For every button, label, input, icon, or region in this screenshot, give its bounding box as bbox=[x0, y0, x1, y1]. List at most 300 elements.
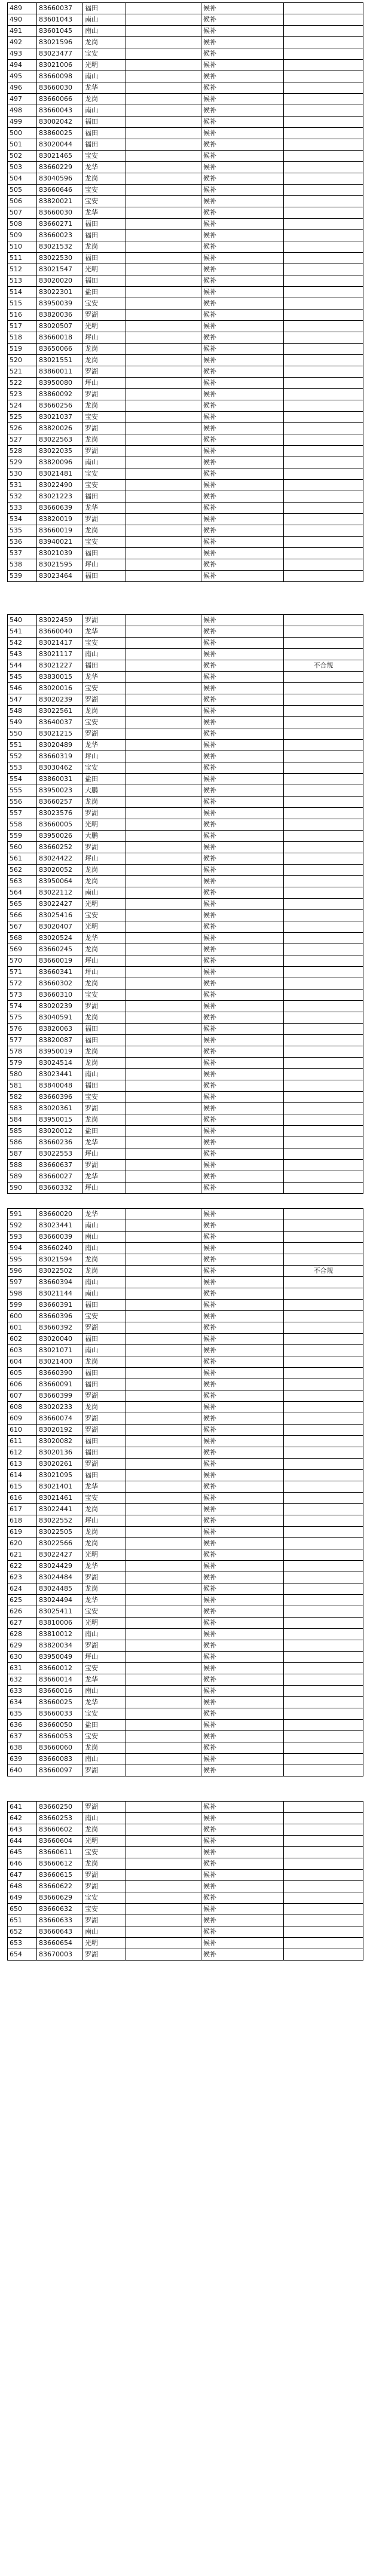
row-number-cell: 631 bbox=[8, 1663, 37, 1674]
district-cell: 龙岗 bbox=[83, 1504, 126, 1515]
table-row bbox=[8, 831, 363, 842]
blank-cell bbox=[126, 1802, 201, 1813]
note-cell bbox=[284, 1720, 363, 1731]
note-cell bbox=[284, 728, 363, 740]
blank-cell bbox=[126, 1881, 201, 1892]
note-cell bbox=[284, 1103, 363, 1114]
code-cell: 83820019 bbox=[37, 514, 83, 525]
status-cell: 候补 bbox=[201, 173, 284, 185]
code-cell: 83660019 bbox=[37, 525, 83, 537]
note-cell bbox=[284, 1629, 363, 1640]
row-number-cell: 576 bbox=[8, 1024, 37, 1035]
table-row bbox=[8, 1379, 363, 1390]
row-number-cell: 545 bbox=[8, 672, 37, 683]
note-cell bbox=[284, 1904, 363, 1915]
blank-cell bbox=[126, 831, 201, 842]
status-cell: 候补 bbox=[201, 865, 284, 876]
status-cell: 候补 bbox=[201, 1243, 284, 1254]
note-cell bbox=[284, 1686, 363, 1697]
status-cell: 候补 bbox=[201, 1515, 284, 1527]
status-cell: 候补 bbox=[201, 26, 284, 37]
note-cell bbox=[284, 310, 363, 321]
note-cell bbox=[284, 1277, 363, 1288]
district-cell: 宝安 bbox=[83, 1708, 126, 1720]
district-cell: 宝安 bbox=[83, 185, 126, 196]
district-cell: 罗湖 bbox=[83, 615, 126, 626]
table-row bbox=[8, 253, 363, 264]
table-row bbox=[8, 1012, 363, 1024]
district-cell: 龙华 bbox=[83, 672, 126, 683]
row-number-cell: 602 bbox=[8, 1334, 37, 1345]
status-cell: 候补 bbox=[201, 185, 284, 196]
district-cell: 坪山 bbox=[83, 1148, 126, 1160]
district-cell: 龙华 bbox=[83, 626, 126, 638]
row-number-cell: 571 bbox=[8, 967, 37, 978]
code-cell: 83022490 bbox=[37, 480, 83, 491]
status-cell: 候补 bbox=[201, 207, 284, 219]
note-cell bbox=[284, 1802, 363, 1813]
status-cell: 候补 bbox=[201, 728, 284, 740]
note-cell bbox=[284, 933, 363, 944]
table-row bbox=[8, 423, 363, 434]
blank-cell bbox=[126, 1708, 201, 1720]
district-cell: 龙岗 bbox=[83, 1824, 126, 1836]
code-cell: 83660097 bbox=[37, 1765, 83, 1776]
blank-cell bbox=[126, 571, 201, 582]
district-cell: 龙岗 bbox=[83, 1254, 126, 1266]
candidate-table bbox=[7, 2, 363, 582]
row-number-cell: 590 bbox=[8, 1183, 37, 1194]
blank-cell bbox=[126, 1731, 201, 1742]
status-cell: 候补 bbox=[201, 105, 284, 117]
code-cell: 83950064 bbox=[37, 876, 83, 887]
table-row bbox=[8, 1674, 363, 1686]
row-number-cell: 558 bbox=[8, 819, 37, 831]
table-row bbox=[8, 1311, 363, 1322]
status-cell: 候补 bbox=[201, 503, 284, 514]
note-cell bbox=[284, 694, 363, 706]
district-cell: 龙岗 bbox=[83, 797, 126, 808]
note-cell bbox=[284, 514, 363, 525]
note-cell bbox=[284, 1731, 363, 1742]
status-cell: 候补 bbox=[201, 1904, 284, 1915]
status-cell: 候补 bbox=[201, 967, 284, 978]
row-number-cell: 490 bbox=[8, 14, 37, 26]
code-cell: 83660271 bbox=[37, 219, 83, 230]
note-cell bbox=[284, 1618, 363, 1629]
district-cell: 龙华 bbox=[83, 1137, 126, 1148]
table-row bbox=[8, 117, 363, 128]
table-row bbox=[8, 694, 363, 706]
row-number-cell: 489 bbox=[8, 3, 37, 14]
row-number-cell: 554 bbox=[8, 774, 37, 785]
blank-cell bbox=[126, 275, 201, 287]
blank-cell bbox=[126, 389, 201, 400]
table-row bbox=[8, 819, 363, 831]
candidate-table bbox=[7, 614, 363, 1194]
row-number-cell: 596 bbox=[8, 1266, 37, 1277]
status-cell: 候补 bbox=[201, 1583, 284, 1595]
status-cell: 候补 bbox=[201, 1254, 284, 1266]
note-cell bbox=[284, 446, 363, 457]
note-cell bbox=[284, 1504, 363, 1515]
district-cell: 龙岗 bbox=[83, 1583, 126, 1595]
status-cell: 候补 bbox=[201, 694, 284, 706]
blank-cell bbox=[126, 944, 201, 955]
note-cell bbox=[284, 26, 363, 37]
code-cell: 83950039 bbox=[37, 298, 83, 310]
status-cell: 候补 bbox=[201, 537, 284, 548]
blank-cell bbox=[126, 887, 201, 899]
row-number-cell: 542 bbox=[8, 638, 37, 649]
status-cell: 候补 bbox=[201, 990, 284, 1001]
note-cell bbox=[284, 321, 363, 332]
code-cell: 83021227 bbox=[37, 660, 83, 672]
row-number-cell: 612 bbox=[8, 1447, 37, 1459]
row-number-cell: 585 bbox=[8, 1126, 37, 1137]
status-cell: 候补 bbox=[201, 446, 284, 457]
table-row bbox=[8, 1686, 363, 1697]
row-number-cell: 592 bbox=[8, 1220, 37, 1232]
code-cell: 83660602 bbox=[37, 1824, 83, 1836]
code-cell: 83660043 bbox=[37, 105, 83, 117]
code-cell: 83020020 bbox=[37, 275, 83, 287]
table-row bbox=[8, 990, 363, 1001]
blank-cell bbox=[126, 185, 201, 196]
note-cell bbox=[284, 853, 363, 865]
blank-cell bbox=[126, 128, 201, 139]
row-number-cell: 567 bbox=[8, 921, 37, 933]
code-cell: 83810006 bbox=[37, 1618, 83, 1629]
row-number-cell: 504 bbox=[8, 173, 37, 185]
note-cell bbox=[284, 1708, 363, 1720]
code-cell: 83025416 bbox=[37, 910, 83, 921]
status-cell: 候补 bbox=[201, 1549, 284, 1561]
note-cell bbox=[284, 503, 363, 514]
blank-cell bbox=[126, 196, 201, 207]
note-cell bbox=[284, 548, 363, 559]
table-row bbox=[8, 48, 363, 60]
row-number-cell: 595 bbox=[8, 1254, 37, 1266]
blank-cell bbox=[126, 921, 201, 933]
blank-cell bbox=[126, 1515, 201, 1527]
note-cell bbox=[284, 1481, 363, 1493]
blank-cell bbox=[126, 1754, 201, 1765]
blank-cell bbox=[126, 1765, 201, 1776]
note-cell bbox=[284, 1561, 363, 1572]
note-cell bbox=[284, 14, 363, 26]
status-cell: 候补 bbox=[201, 1606, 284, 1618]
table-row bbox=[8, 82, 363, 94]
row-number-cell: 597 bbox=[8, 1277, 37, 1288]
table-row bbox=[8, 457, 363, 468]
table-row bbox=[8, 94, 363, 105]
blank-cell bbox=[126, 1300, 201, 1311]
blank-cell bbox=[126, 491, 201, 503]
note-cell bbox=[284, 275, 363, 287]
district-cell: 龙华 bbox=[83, 1481, 126, 1493]
row-number-cell: 577 bbox=[8, 1035, 37, 1046]
district-cell: 宝安 bbox=[83, 1731, 126, 1742]
district-cell: 光明 bbox=[83, 264, 126, 275]
table-row bbox=[8, 468, 363, 480]
table-row bbox=[8, 1232, 363, 1243]
row-number-cell: 544 bbox=[8, 660, 37, 672]
row-number-cell: 506 bbox=[8, 196, 37, 207]
row-number-cell: 495 bbox=[8, 71, 37, 82]
status-cell: 候补 bbox=[201, 514, 284, 525]
note-cell bbox=[284, 1436, 363, 1447]
row-number-cell: 611 bbox=[8, 1436, 37, 1447]
blank-cell bbox=[126, 740, 201, 751]
row-number-cell: 653 bbox=[8, 1938, 37, 1949]
table-row bbox=[8, 310, 363, 321]
blank-cell bbox=[126, 1183, 201, 1194]
district-cell: 南山 bbox=[83, 887, 126, 899]
table-row bbox=[8, 1209, 363, 1220]
row-number-cell: 598 bbox=[8, 1288, 37, 1300]
note-cell bbox=[284, 525, 363, 537]
code-cell: 83660310 bbox=[37, 990, 83, 1001]
code-cell: 83660622 bbox=[37, 1881, 83, 1892]
note-cell bbox=[284, 1572, 363, 1583]
district-cell: 福田 bbox=[83, 139, 126, 151]
row-number-cell: 593 bbox=[8, 1232, 37, 1243]
note-cell bbox=[284, 1881, 363, 1892]
district-cell: 宝安 bbox=[83, 468, 126, 480]
table-row bbox=[8, 615, 363, 626]
code-cell: 83950049 bbox=[37, 1652, 83, 1663]
district-cell: 宝安 bbox=[83, 151, 126, 162]
blank-cell bbox=[126, 1220, 201, 1232]
district-cell: 龙岗 bbox=[83, 876, 126, 887]
status-cell: 候补 bbox=[201, 275, 284, 287]
note-cell bbox=[284, 1470, 363, 1481]
district-cell: 光明 bbox=[83, 921, 126, 933]
code-cell: 83660632 bbox=[37, 1904, 83, 1915]
row-number-cell: 639 bbox=[8, 1754, 37, 1765]
district-cell: 宝安 bbox=[83, 683, 126, 694]
row-number-cell: 643 bbox=[8, 1824, 37, 1836]
code-cell: 83021594 bbox=[37, 1254, 83, 1266]
code-cell: 83022441 bbox=[37, 1504, 83, 1515]
code-cell: 83022427 bbox=[37, 899, 83, 910]
row-number-cell: 575 bbox=[8, 1012, 37, 1024]
table-row bbox=[8, 1881, 363, 1892]
district-cell: 罗湖 bbox=[83, 1103, 126, 1114]
row-number-cell: 632 bbox=[8, 1674, 37, 1686]
note-cell bbox=[284, 1345, 363, 1356]
code-cell: 83021039 bbox=[37, 548, 83, 559]
table-row bbox=[8, 967, 363, 978]
row-number-cell: 550 bbox=[8, 728, 37, 740]
status-cell: 候补 bbox=[201, 1447, 284, 1459]
status-cell: 候补 bbox=[201, 287, 284, 298]
note-cell bbox=[284, 1742, 363, 1754]
code-cell: 83660390 bbox=[37, 1368, 83, 1379]
table-row bbox=[8, 1663, 363, 1674]
status-cell: 候补 bbox=[201, 241, 284, 253]
table-row bbox=[8, 1561, 363, 1572]
district-cell: 光明 bbox=[83, 899, 126, 910]
note-cell bbox=[284, 491, 363, 503]
code-cell: 83660245 bbox=[37, 944, 83, 955]
row-number-cell: 644 bbox=[8, 1836, 37, 1847]
blank-cell bbox=[126, 1606, 201, 1618]
note-cell bbox=[284, 1527, 363, 1538]
row-number-cell: 573 bbox=[8, 990, 37, 1001]
status-cell: 候补 bbox=[201, 1824, 284, 1836]
code-cell: 83660643 bbox=[37, 1926, 83, 1938]
table-row bbox=[8, 1220, 363, 1232]
code-cell: 83020239 bbox=[37, 1001, 83, 1012]
status-cell: 候补 bbox=[201, 162, 284, 173]
table-row bbox=[8, 514, 363, 525]
table-row bbox=[8, 128, 363, 139]
blank-cell bbox=[126, 207, 201, 219]
note-cell bbox=[284, 571, 363, 582]
table-row bbox=[8, 910, 363, 921]
row-number-cell: 536 bbox=[8, 537, 37, 548]
district-cell: 罗湖 bbox=[83, 1001, 126, 1012]
status-cell: 候补 bbox=[201, 1881, 284, 1892]
status-cell: 候补 bbox=[201, 1356, 284, 1368]
status-cell: 候补 bbox=[201, 82, 284, 94]
status-cell: 候补 bbox=[201, 366, 284, 378]
status-cell: 候补 bbox=[201, 1493, 284, 1504]
row-number-cell: 547 bbox=[8, 694, 37, 706]
district-cell: 罗湖 bbox=[83, 1459, 126, 1470]
table-row bbox=[8, 1527, 363, 1538]
row-number-cell: 508 bbox=[8, 219, 37, 230]
blank-cell bbox=[126, 1436, 201, 1447]
district-cell: 罗湖 bbox=[83, 389, 126, 400]
code-cell: 83022530 bbox=[37, 253, 83, 264]
row-number-cell: 539 bbox=[8, 571, 37, 582]
note-cell bbox=[284, 480, 363, 491]
note-cell bbox=[284, 264, 363, 275]
row-number-cell: 511 bbox=[8, 253, 37, 264]
status-cell: 候补 bbox=[201, 1390, 284, 1402]
district-cell: 龙华 bbox=[83, 503, 126, 514]
code-cell: 83810012 bbox=[37, 1629, 83, 1640]
table-row bbox=[8, 1183, 363, 1194]
status-cell: 候补 bbox=[201, 740, 284, 751]
table-row bbox=[8, 1720, 363, 1731]
status-cell: 候补 bbox=[201, 1277, 284, 1288]
row-number-cell: 494 bbox=[8, 60, 37, 71]
status-cell: 候补 bbox=[201, 321, 284, 332]
row-number-cell: 572 bbox=[8, 978, 37, 990]
table-row bbox=[8, 1024, 363, 1035]
blank-cell bbox=[126, 1024, 201, 1035]
district-cell: 龙岗 bbox=[83, 344, 126, 355]
table-section bbox=[7, 2, 363, 582]
row-number-cell: 532 bbox=[8, 491, 37, 503]
status-cell: 候补 bbox=[201, 1220, 284, 1232]
status-cell: 候补 bbox=[201, 683, 284, 694]
row-number-cell: 535 bbox=[8, 525, 37, 537]
district-cell: 宝安 bbox=[83, 910, 126, 921]
note-cell bbox=[284, 1209, 363, 1220]
status-cell: 候补 bbox=[201, 457, 284, 468]
code-cell: 83660394 bbox=[37, 1277, 83, 1288]
blank-cell bbox=[126, 1447, 201, 1459]
row-number-cell: 498 bbox=[8, 105, 37, 117]
code-cell: 83023441 bbox=[37, 1220, 83, 1232]
district-cell: 宝安 bbox=[83, 298, 126, 310]
row-number-cell: 568 bbox=[8, 933, 37, 944]
blank-cell bbox=[126, 819, 201, 831]
table-row bbox=[8, 355, 363, 366]
note-cell bbox=[284, 48, 363, 60]
row-number-cell: 552 bbox=[8, 751, 37, 762]
table-row bbox=[8, 105, 363, 117]
note-cell bbox=[284, 1606, 363, 1618]
district-cell: 宝安 bbox=[83, 717, 126, 728]
status-cell: 候补 bbox=[201, 774, 284, 785]
status-cell: 候补 bbox=[201, 660, 284, 672]
district-cell: 坪山 bbox=[83, 967, 126, 978]
status-cell: 候补 bbox=[201, 649, 284, 660]
note-cell bbox=[284, 412, 363, 423]
code-cell: 83660053 bbox=[37, 1731, 83, 1742]
district-cell: 南山 bbox=[83, 1926, 126, 1938]
blank-cell bbox=[126, 446, 201, 457]
note-cell bbox=[284, 1069, 363, 1080]
code-cell: 83021400 bbox=[37, 1356, 83, 1368]
note-cell bbox=[284, 60, 363, 71]
code-cell: 83022553 bbox=[37, 1148, 83, 1160]
status-cell: 候补 bbox=[201, 853, 284, 865]
row-number-cell: 654 bbox=[8, 1949, 37, 1961]
blank-cell bbox=[126, 332, 201, 344]
blank-cell bbox=[126, 1686, 201, 1697]
code-cell: 83020012 bbox=[37, 1126, 83, 1137]
row-number-cell: 562 bbox=[8, 865, 37, 876]
status-cell: 候补 bbox=[201, 196, 284, 207]
code-cell: 83660391 bbox=[37, 1300, 83, 1311]
table-row bbox=[8, 1288, 363, 1300]
district-cell: 福田 bbox=[83, 219, 126, 230]
blank-cell bbox=[126, 1938, 201, 1949]
code-cell: 83660091 bbox=[37, 1379, 83, 1390]
row-number-cell: 618 bbox=[8, 1515, 37, 1527]
district-cell: 罗湖 bbox=[83, 514, 126, 525]
code-cell: 83022566 bbox=[37, 1538, 83, 1549]
table-row bbox=[8, 706, 363, 717]
blank-cell bbox=[126, 537, 201, 548]
blank-cell bbox=[126, 1092, 201, 1103]
code-cell: 83660040 bbox=[37, 626, 83, 638]
code-cell: 83030462 bbox=[37, 762, 83, 774]
district-cell: 罗湖 bbox=[83, 1572, 126, 1583]
row-number-cell: 650 bbox=[8, 1904, 37, 1915]
code-cell: 83820063 bbox=[37, 1024, 83, 1035]
code-cell: 83022561 bbox=[37, 706, 83, 717]
code-cell: 83020233 bbox=[37, 1402, 83, 1413]
district-cell: 罗湖 bbox=[83, 1160, 126, 1171]
table-row bbox=[8, 808, 363, 819]
table-row bbox=[8, 1368, 363, 1379]
code-cell: 83860011 bbox=[37, 366, 83, 378]
code-cell: 83950080 bbox=[37, 378, 83, 389]
blank-cell bbox=[126, 310, 201, 321]
district-cell: 盐田 bbox=[83, 774, 126, 785]
blank-cell bbox=[126, 1915, 201, 1926]
blank-cell bbox=[126, 638, 201, 649]
table-row bbox=[8, 264, 363, 275]
